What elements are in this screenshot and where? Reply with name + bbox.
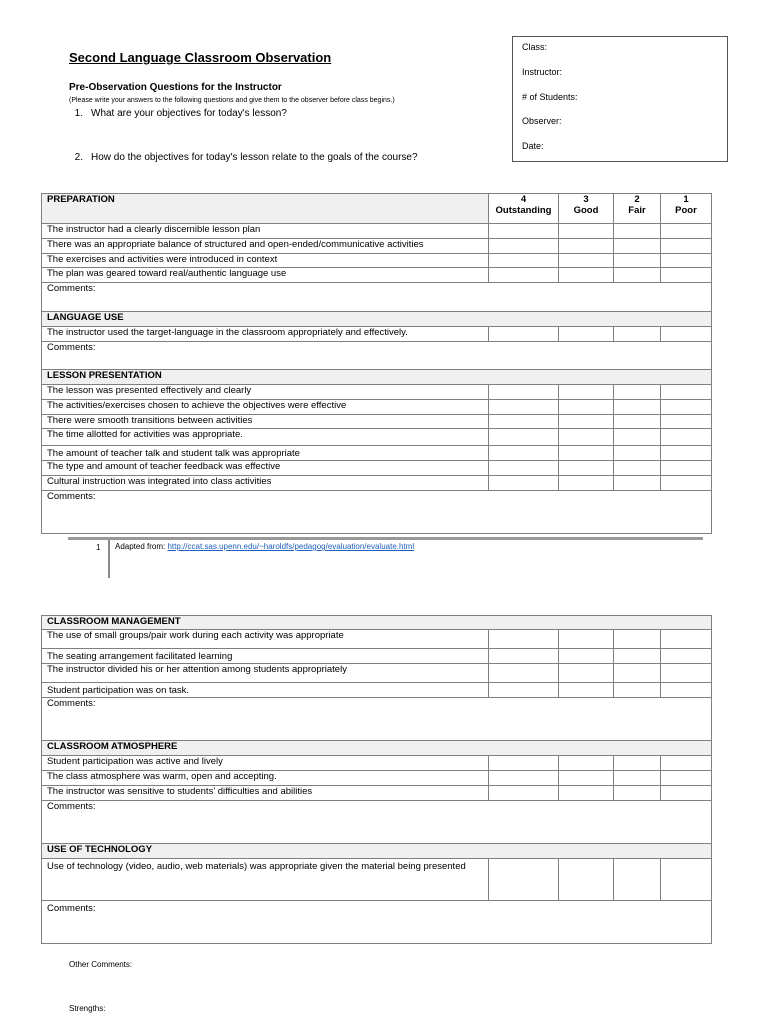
rating-cell-4[interactable]: [489, 859, 559, 901]
rating-cell-1[interactable]: [661, 327, 712, 342]
rating-cell-2[interactable]: [614, 630, 661, 649]
rating-cell-2[interactable]: [614, 385, 661, 400]
table-row: [42, 224, 712, 239]
rating-cell-1[interactable]: [661, 224, 712, 239]
rating-cell-3[interactable]: [559, 254, 614, 268]
rating-cell-3[interactable]: [559, 415, 614, 429]
rating-cell-1[interactable]: [661, 756, 712, 771]
criterion-text: The instructor divided his or her attention among students appropriately: [42, 664, 489, 683]
table-row: [42, 756, 712, 771]
rating-cell-2[interactable]: [614, 224, 661, 239]
rating-cell-1[interactable]: [661, 254, 712, 268]
table-row: [42, 683, 712, 698]
rating-cell-3[interactable]: [559, 224, 614, 239]
criterion-text: The exercises and activities were introduced in context: [42, 254, 489, 268]
criterion-text: The time allotted for activities was appropriate.: [42, 429, 489, 446]
rating-cell-2[interactable]: [614, 683, 661, 698]
table-row: [42, 664, 712, 683]
evaluation-table-2: [41, 615, 712, 944]
table-row: [42, 786, 712, 801]
comments-row: [42, 901, 712, 944]
section-heading-technology: USE OF TECHNOLOGY: [42, 844, 712, 859]
question-2: [69, 152, 418, 163]
rating-cell-4[interactable]: [489, 268, 559, 283]
rating-cell-1[interactable]: [661, 664, 712, 683]
rating-cell-4[interactable]: [489, 664, 559, 683]
table-row: [42, 771, 712, 786]
table-row: [42, 385, 712, 400]
rating-cell-4[interactable]: [489, 461, 559, 476]
rating-cell-2[interactable]: [614, 429, 661, 446]
table-row: [42, 859, 712, 901]
criterion-text: Cultural instruction was integrated into class activities: [42, 476, 489, 491]
rating-cell-1[interactable]: [661, 415, 712, 429]
rating-cell-3[interactable]: [559, 859, 614, 901]
rating-cell-2[interactable]: [614, 268, 661, 283]
rating-cell-3[interactable]: [559, 239, 614, 254]
rating-cell-2[interactable]: [614, 476, 661, 491]
class-field-label[interactable]: Class:: [522, 42, 548, 52]
section-heading-row: [42, 741, 712, 756]
rating-cell-1[interactable]: [661, 771, 712, 786]
rating-cell-3[interactable]: [559, 756, 614, 771]
comments-row: [42, 698, 712, 741]
criterion-text: The instructor used the target-language in the classroom appropriately and effectively.: [42, 327, 489, 342]
rating-cell-1[interactable]: [661, 400, 712, 415]
criterion-text: The amount of teacher talk and student talk was appropriate: [42, 446, 489, 461]
rating-cell-3[interactable]: [559, 461, 614, 476]
footnote-separator: [68, 537, 703, 540]
table-row: [42, 327, 712, 342]
section-heading-row: [42, 616, 712, 630]
criterion-text: The lesson was presented effectively and clearly: [42, 385, 489, 400]
section-heading-preparation: PREPARATION: [42, 194, 489, 224]
rating-cell-1[interactable]: [661, 649, 712, 664]
rating-cell-3[interactable]: [559, 400, 614, 415]
criterion-text: The instructor was sensitive to students' difficulties and abilities: [42, 786, 489, 801]
rating-header-3: [559, 194, 614, 224]
rating-cell-3[interactable]: [559, 429, 614, 446]
rating-cell-2[interactable]: [614, 664, 661, 683]
table-row: [42, 476, 712, 491]
observation-info-box: [512, 36, 728, 162]
rating-cell-3[interactable]: [559, 268, 614, 283]
other-comments-label: Other Comments:: [69, 960, 133, 969]
criterion-text: The use of small groups/pair work during each activity was appropriate: [42, 630, 489, 649]
criterion-text: There were smooth transitions between activities: [42, 415, 489, 429]
date-field-label[interactable]: Date:: [522, 141, 544, 151]
section-heading-row: [42, 844, 712, 859]
rating-cell-1[interactable]: [661, 385, 712, 400]
rating-cell-4[interactable]: [489, 786, 559, 801]
instructor-field-label[interactable]: Instructor:: [522, 67, 563, 77]
rating-cell-1[interactable]: [661, 859, 712, 901]
rating-cell-2[interactable]: [614, 400, 661, 415]
observer-field-label[interactable]: Observer:: [522, 116, 562, 126]
rating-cell-4[interactable]: [489, 327, 559, 342]
rating-cell-4[interactable]: [489, 429, 559, 446]
rating-number: 4: [520, 194, 527, 205]
rating-label: Outstanding: [495, 205, 552, 216]
table-row: [42, 429, 712, 446]
rating-label: Poor: [675, 205, 697, 216]
table-row: [42, 400, 712, 415]
comments-row: [42, 801, 712, 844]
rating-cell-2[interactable]: [614, 771, 661, 786]
criterion-text: The activities/exercises chosen to achieve the objectives were effective: [42, 400, 489, 415]
page-title: Second Language Classroom Observation: [69, 50, 332, 65]
rating-cell-1[interactable]: [661, 630, 712, 649]
rating-cell-3[interactable]: [559, 476, 614, 491]
rating-cell-4[interactable]: [489, 224, 559, 239]
rating-cell-1[interactable]: [661, 239, 712, 254]
table-row: [42, 254, 712, 268]
pre-observation-note: (Please write your answers to the following questions and give them to the observer before class begins.): [69, 97, 395, 104]
rating-cell-4[interactable]: [489, 415, 559, 429]
rating-cell-4[interactable]: [489, 254, 559, 268]
table-row: [42, 446, 712, 461]
rating-cell-3[interactable]: [559, 649, 614, 664]
rating-number: 2: [634, 194, 640, 205]
criterion-text: Use of technology (video, audio, web materials) was appropriate given the material being presented: [42, 859, 489, 901]
criterion-text: There was an appropriate balance of structured and open-ended/communicative activities: [42, 239, 489, 254]
table-row: [42, 630, 712, 649]
rating-cell-2[interactable]: [614, 446, 661, 461]
question-text: How do the objectives for today's lesson relate to the goals of the course?: [91, 152, 418, 163]
comments-row: [42, 283, 712, 312]
rating-cell-2[interactable]: [614, 239, 661, 254]
rating-cell-4[interactable]: [489, 630, 559, 649]
criterion-text: The class atmosphere was warm, open and accepting.: [42, 771, 489, 786]
criterion-text: The type and amount of teacher feedback was effective: [42, 461, 489, 476]
section-heading-lesson-presentation: LESSON PRESENTATION: [42, 370, 712, 385]
rating-cell-2[interactable]: [614, 786, 661, 801]
rating-label: Good: [573, 205, 599, 216]
rating-cell-1[interactable]: [661, 461, 712, 476]
rating-number: 3: [583, 194, 589, 205]
comments-field[interactable]: Comments:: [42, 283, 712, 312]
rating-cell-1[interactable]: [661, 683, 712, 698]
comments-field[interactable]: Comments:: [42, 491, 712, 534]
table-row: [42, 649, 712, 664]
rating-cell-4[interactable]: [489, 683, 559, 698]
footnote-prefix: Adapted from:: [115, 542, 168, 551]
section-heading-classroom-management: CLASSROOM MANAGEMENT: [42, 616, 712, 630]
rating-cell-1[interactable]: [661, 446, 712, 461]
section-heading-language-use: LANGUAGE USE: [42, 312, 712, 327]
rating-cell-2[interactable]: [614, 327, 661, 342]
table-row: [42, 268, 712, 283]
pre-observation-heading: Pre-Observation Questions for the Instructor: [69, 82, 282, 93]
rating-cell-3[interactable]: [559, 385, 614, 400]
criterion-text: The seating arrangement facilitated learning: [42, 649, 489, 664]
criterion-text: The instructor had a clearly discernible lesson plan: [42, 224, 489, 239]
rating-header-4: [489, 194, 559, 224]
rating-cell-4[interactable]: [489, 239, 559, 254]
rating-cell-3[interactable]: [559, 664, 614, 683]
rating-cell-2[interactable]: [614, 859, 661, 901]
students-field-label[interactable]: # of Students:: [522, 92, 578, 102]
rating-cell-2[interactable]: [614, 461, 661, 476]
footnote-link[interactable]: http://ccat.sas.upenn.edu/~haroldfs/pedagog/evaluation/evaluate.html: [167, 542, 415, 551]
rating-cell-3[interactable]: [559, 630, 614, 649]
rating-cell-2[interactable]: [614, 415, 661, 429]
comments-field[interactable]: Comments:: [42, 901, 712, 944]
rating-cell-3[interactable]: [559, 446, 614, 461]
rating-cell-4[interactable]: [489, 756, 559, 771]
rating-cell-3[interactable]: [559, 771, 614, 786]
rating-header-2: [614, 194, 661, 224]
rating-cell-1[interactable]: [661, 786, 712, 801]
footnote-bar: [108, 540, 110, 578]
table-header-row: [42, 194, 712, 224]
question-text: What are your objectives for today's lesson?: [91, 108, 287, 119]
criterion-text: Student participation was on task.: [42, 683, 489, 698]
criterion-text: The plan was geared toward real/authentic language use: [42, 268, 489, 283]
section-heading-classroom-atmosphere: CLASSROOM ATMOSPHERE: [42, 741, 712, 756]
rating-cell-4[interactable]: [489, 649, 559, 664]
rating-cell-4[interactable]: [489, 385, 559, 400]
rating-cell-4[interactable]: [489, 446, 559, 461]
rating-cell-2[interactable]: [614, 756, 661, 771]
comments-field[interactable]: Comments:: [42, 698, 712, 741]
rating-label: Fair: [628, 205, 646, 216]
comments-row: [42, 491, 712, 534]
rating-cell-3[interactable]: [559, 786, 614, 801]
question-number: 2.: [74, 152, 83, 163]
rating-cell-1[interactable]: [661, 429, 712, 446]
evaluation-table-1: [41, 193, 712, 534]
rating-cell-4[interactable]: [489, 400, 559, 415]
rating-number: 1: [683, 194, 689, 205]
rating-cell-4[interactable]: [489, 771, 559, 786]
rating-cell-3[interactable]: [559, 683, 614, 698]
rating-cell-2[interactable]: [614, 254, 661, 268]
rating-cell-1[interactable]: [661, 268, 712, 283]
table-row: [42, 415, 712, 429]
criterion-text: Student participation was active and lively: [42, 756, 489, 771]
comments-field[interactable]: Comments:: [42, 801, 712, 844]
rating-cell-1[interactable]: [661, 476, 712, 491]
comments-field[interactable]: Comments:: [42, 342, 712, 370]
rating-cell-3[interactable]: [559, 327, 614, 342]
table-row: [42, 239, 712, 254]
rating-cell-4[interactable]: [489, 476, 559, 491]
rating-cell-2[interactable]: [614, 649, 661, 664]
comments-row: [42, 342, 712, 370]
footnote-number: 1: [96, 543, 101, 552]
table-row: [42, 461, 712, 476]
question-number: 1.: [74, 108, 83, 119]
footnote: [115, 542, 414, 551]
section-heading-row: [42, 370, 712, 385]
question-1: [69, 108, 287, 119]
section-heading-row: [42, 312, 712, 327]
rating-header-1: [661, 194, 712, 224]
strengths-label: Strengths:: [69, 1004, 106, 1013]
